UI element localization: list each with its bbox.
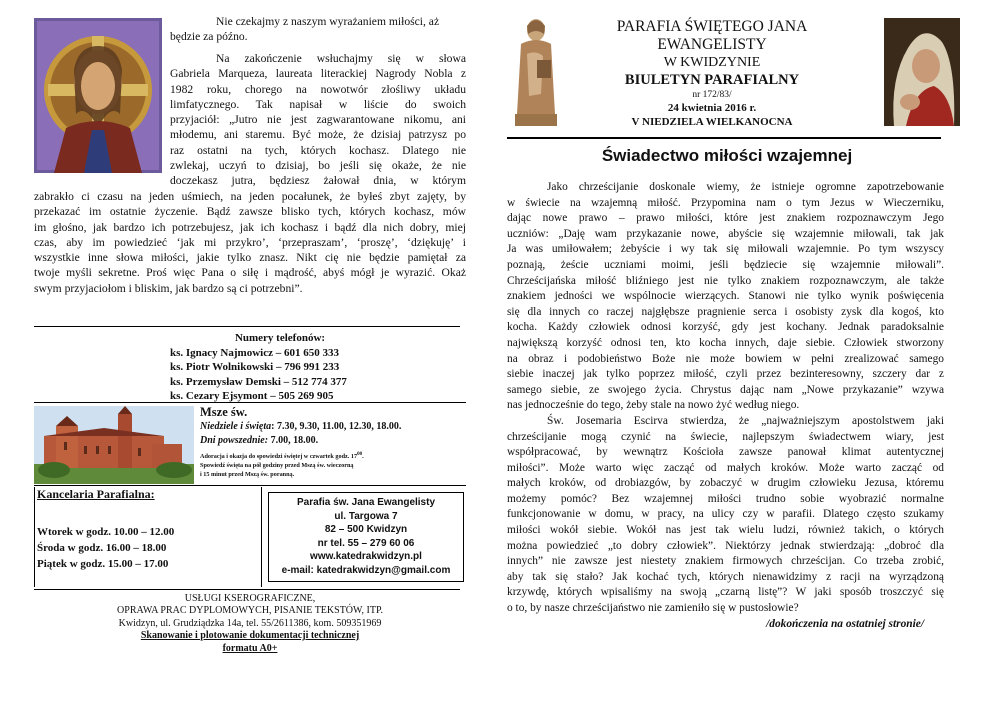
marquez-paragraph bbox=[170, 51, 466, 189]
text-line: limfatycznego. Tak napisał w liście do swoich bbox=[170, 97, 466, 111]
weekday-times: 7.00, 18.00. bbox=[268, 435, 319, 446]
office-box bbox=[34, 487, 262, 587]
text-line: Gabriela Marqueza, laureata literackiej Nagrody Nobla z bbox=[170, 67, 466, 81]
text-line: w świecie na wzajemną miłość. Przypomina nam o tym Jezus w Wieczerniku, bbox=[507, 196, 944, 209]
copy-service-ad bbox=[34, 593, 466, 655]
text-line: przyjaciół: „Jutro nie jest zagwarantowane nikomu, ani bbox=[170, 113, 466, 127]
confession-note: Spowiedź święta na pół godziny przed Mszą św. wieczorną bbox=[200, 462, 354, 470]
address-line: Parafia św. Jana Ewangelisty bbox=[296, 497, 436, 508]
text-line: zabrakło ci czasu na jeden uśmiech, na jeden pocałunek, że byłeś zbyt zajęty, by bbox=[34, 190, 466, 203]
text-line: funkcjonowanie w domu, w pracy, na ulicy czy w parafii. Dlatego często szukamy bbox=[507, 508, 944, 521]
intro-line: Nie czekajmy z naszym wyrażaniem miłości, aż bbox=[216, 15, 440, 28]
article-title: Świadectwo miłości wzajemnej bbox=[601, 146, 853, 165]
sunday-times: : 7.30, 9.30, 11.00, 12.30, 18.00. bbox=[271, 421, 402, 432]
bulletin-title: BIULETYN PARAFIALNY bbox=[624, 72, 800, 88]
text-line: największą korzyść odnosi ten, kto kocha innych, daje siebie. Człowiek stworzony bbox=[507, 336, 944, 349]
text-line: raz ostatni na tych, których kochasz. Dlatego nie bbox=[170, 143, 466, 157]
office-hours: Wtorek w godz. 10.00 – 12.00 bbox=[37, 526, 175, 538]
ad-line: Kwidzyn, ul. Grudziądzka 14a, tel. 55/2611386, kom. 509351969 bbox=[118, 617, 382, 629]
masses-sunday bbox=[200, 420, 466, 434]
issue-date: 24 kwietnia 2016 r. bbox=[667, 102, 757, 114]
issue-number: nr 172/83/ bbox=[692, 90, 732, 100]
note-sup: 00 bbox=[357, 452, 363, 457]
praying-woman-image bbox=[884, 18, 960, 126]
text-line: doczekasz jutra, będziesz żałował dnia, w którym bbox=[170, 174, 466, 188]
divider bbox=[34, 326, 460, 327]
phone-line: ks. Przemysław Demski – 512 774 377 bbox=[170, 375, 347, 388]
header-divider bbox=[507, 137, 941, 139]
phone-line: ks. Piotr Wolnikowski – 796 991 233 bbox=[170, 361, 340, 373]
text-line: Św. Josemaria Escirva stwierdza, że „najważniejszym apostolstwem jaki bbox=[547, 414, 944, 427]
bulletin-header bbox=[562, 18, 862, 129]
phone-line: ks. Ignacy Najmowicz – 601 650 333 bbox=[170, 346, 339, 359]
text-line: znakiem jedności we wspólnocie wierzących. Stanowi nie tylko wynik poświęcenia bbox=[507, 290, 944, 303]
phone-list bbox=[150, 331, 410, 404]
text-line: małych kroków, od drobiazgów, by zobaczyć w drugim człowieku Jezusa, któremu bbox=[507, 477, 944, 490]
address-line: nr tel. 55 – 279 60 06 bbox=[317, 537, 415, 549]
text-line: swym przyjaciołom i bliskim, jak bardzo są ci potrzebni”. bbox=[34, 281, 303, 295]
text-line: poznają, żeście uczniami moimi, jeśli będziecie się wzajemnie miłowali”. bbox=[507, 258, 944, 271]
text-line: kocha. Każdy człowiek odnosi korzyść, gdy jest kochany. Jednak paradoksalnie bbox=[507, 321, 944, 334]
sunday-label: Niedziele i święta bbox=[200, 421, 272, 432]
text-line: innych” nie zawsze jest niestety znakiem firmowych chrześcijan. Co trzeba zrobić, bbox=[507, 555, 944, 568]
text-line: miłości”. Może warto więc zacząć od małych kroków. Może warto zacząć od bbox=[507, 461, 944, 474]
text-line: można powiedzieć „to dobry człowiek”. Niektórzy jednak stwierdzają: „dobroć dla bbox=[507, 539, 944, 552]
text-line: współpracować, by wewnątrz Kościoła zawsze panował klimat autentycznej bbox=[507, 446, 944, 459]
address-line: ul. Targowa 7 bbox=[334, 510, 398, 522]
parish-city: W KWIDZYNIE bbox=[663, 55, 761, 70]
text-line: nas jednocześnie do tego, żeby stale na nowo żyć według niego. bbox=[507, 399, 800, 412]
masses-block bbox=[200, 404, 466, 479]
article-body bbox=[507, 180, 944, 632]
issue-sunday: V NIEDZIELA WIELKANOCNA bbox=[631, 116, 793, 128]
castle-image bbox=[34, 406, 194, 484]
divider bbox=[34, 485, 466, 486]
christ-icon-image bbox=[34, 18, 162, 173]
masses-title: Msze św. bbox=[200, 405, 248, 419]
divider bbox=[34, 402, 466, 403]
confession-note: i 15 minut przed Mszą św. poranną. bbox=[200, 471, 295, 479]
text-line: Ja was umiłowałem; żebyście i wy tak się miłowali wzajemnie. Po tym wszyscy bbox=[507, 243, 944, 256]
text-line: możemy pomóc? Bez wzajemnej miłości trudno sobie wyobrazić normalne bbox=[507, 492, 944, 505]
text-line: twoje myśli sekretne. Proś więc Pana o siłę i mądrość, abyś mógł je wyrazić. Okaż bbox=[34, 266, 466, 280]
text-line: aby tak się stało? Jak kochać tych, których nienawidzimy z racji na wyrządzoną bbox=[507, 570, 944, 583]
text-line: czas, aby im powiedzieć ‘jak mi przykro’, ‘przepraszam’, ‘proszę’, ‘dziękuję’ i bbox=[34, 235, 466, 249]
text-line: zwlekaj, uczyń to dzisiaj, bo jeśli się okaże, że nie bbox=[170, 159, 466, 173]
text-line: siebie inaczej jak tylko poprzez miłość, czyli przez bezinteresowny, szczery dar z bbox=[507, 368, 944, 381]
text-line: chrześcijanie mogą czynić na świecie, najlepszym świadectwem wiary, jest bbox=[507, 430, 944, 443]
text-line: Chrześcijańska miłość bliźniego jest nie tylko znakiem rozpoznawczym, ale także bbox=[507, 274, 944, 287]
text-line: o to, by nasze chrześcijaństwo nie zamieniło się w pustosłowie? bbox=[507, 602, 799, 615]
intro-line: będzie za późno. bbox=[170, 30, 248, 44]
ad-line: OPRAWA PRAC DYPLOMOWYCH, PISANIE TEKSTÓW, ITP. bbox=[117, 605, 383, 617]
ad-underlined: formatu A0+ bbox=[222, 642, 278, 654]
text-line: młodemu, ani staremu. Być może, że dzisiaj patrzysz po bbox=[170, 128, 466, 142]
text-line: uczniów: „Daję wam przykazanie nowe, abyście się wzajemnie miłowali, tak jak bbox=[507, 227, 944, 240]
adoration-note: Adoracja i okazja do spowiedzi świętej w czwartek godz. $17^{00}$. bbox=[200, 452, 364, 461]
text-line: im głośno, jak bardzo ich potrzebujesz, jak ich kochasz i bądź dla nich dobry, miej bbox=[34, 220, 466, 234]
saint-statue-image bbox=[507, 14, 565, 132]
phone-line: ks. Cezary Ejsymont – 505 269 905 bbox=[170, 390, 334, 402]
office-title: Kancelaria Parafialna: bbox=[37, 487, 155, 501]
text-line: dając nowe prawo – prawo miłości, które jest znakiem rozpoznawczym Jego bbox=[507, 212, 944, 225]
ad-underlined: Skanowanie i plotowanie dokumentacji technicznej bbox=[140, 630, 360, 642]
text-line: 1982 roku, chorego na nowotwór złośliwy układu bbox=[170, 82, 466, 96]
marquez-paragraph-continued bbox=[34, 189, 466, 296]
office-hours: Piątek w godz. 15.00 – 17.00 bbox=[37, 558, 169, 570]
text-line: krzywdę, których wpisaliśmy na swoją „czarną listę”? W jaki sposób troszczyć się bbox=[507, 586, 944, 599]
masses-weekday bbox=[200, 434, 466, 448]
ad-line: USŁUGI KSEROGRAFICZNE, bbox=[184, 593, 316, 604]
weekday-label: Dni powszednie: bbox=[200, 435, 269, 446]
phones-title: Numery telefonów: bbox=[234, 332, 326, 344]
email-link[interactable]: e-mail: katedrakwidzyn@gmail.com bbox=[281, 564, 451, 576]
text-line: Na zakończenie wsłuchajmy się w słowa bbox=[216, 52, 466, 65]
text-line: miłości wokół siebie. Wokół nas jest tak wielu ludzi, również takich, o których bbox=[507, 524, 944, 537]
text-line: na obraz i podobieństwo Boże nie może bowiem w pełni zrealizować samego bbox=[507, 352, 944, 365]
website-link[interactable]: www.katedrakwidzyn.pl bbox=[310, 551, 422, 563]
parish-address-box bbox=[268, 492, 464, 582]
parish-title: PARAFIA ŚWIĘTEGO JANA EWANGELISTY bbox=[616, 18, 808, 53]
office-hours: Środa w godz. 16.00 – 18.00 bbox=[37, 542, 167, 554]
divider bbox=[34, 589, 460, 590]
text-line: się dla innych co raczej najgłębsze pragnienie serca i osobisty zysk dla kogoś, kto bbox=[507, 305, 944, 318]
text-line: przekazać im ostatnie życzenie. Bądź zawsze blisko tych, których kochasz, mów bbox=[34, 205, 466, 219]
text-line: wszystkie inne słowa miłości, jakie tylko znasz. Nikt cię nie będzie pamiętał za bbox=[34, 251, 466, 265]
address-line: 82 – 500 Kwidzyn bbox=[324, 524, 408, 536]
text-line: samego siebie, ze swojego życia. Chrystus dając nam „Nowe przykazanie” wzywa bbox=[507, 383, 944, 396]
text-line: Jako chrześcijanie doskonale wiemy, że istnieje ogromne zapotrzebowanie bbox=[547, 181, 944, 193]
continuation-note: /dokończenia na ostatniej stronie/ bbox=[766, 617, 924, 630]
note-text: Adoracja i okazja do spowiedzi świętej w czwartek godz. 17 bbox=[200, 453, 358, 461]
